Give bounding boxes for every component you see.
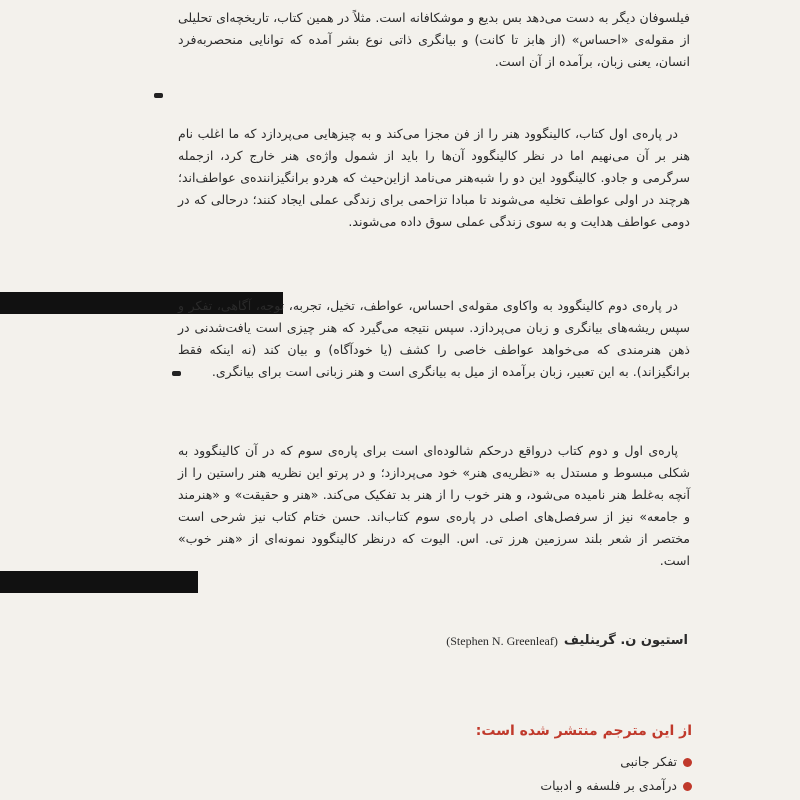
signature-latin-name: (Stephen N. Greenleaf) <box>446 634 558 648</box>
bullet-dot-icon <box>683 782 692 791</box>
book-title: درآمدی بر فلسفه و ادبیات <box>540 778 677 793</box>
paragraph-4: پاره‌ی اول و دوم کتاب درواقع درحکم شالوده‌ای است برای پاره‌ی سوم که در آن کالینگوود به شکلی مبسوط و مستدل به «نظریه‌ی هنر» خود می‌پردازد؛ و در پرتو این نظریه هنر راستین را از آنچه به‌غلط هنر نامیده می‌شود، و هنر خوب را از هنر بد تفکیک می‌کند. «هنر و حقیقت» و «هنرمند و جامعه» نیز از سرفصل‌های اصلی در پاره‌ی سوم کتاب‌اند. حسن ختام کتاب نیز شرحی است مختصر از شعر بلند سرزمین هرز تی. اس. الیوت که درنظر کالینگوود نمونه‌ای از «هنر خوب» است. <box>178 443 690 568</box>
bullet-dot-icon <box>683 758 692 767</box>
other-books-heading: از این مترجم منتشر شده است: <box>475 723 692 739</box>
book-title: تفکر جانبی <box>620 754 677 769</box>
black-decorative-bar-bottom <box>0 571 198 593</box>
other-books-list <box>440 750 692 798</box>
author-signature <box>228 630 688 652</box>
list-item <box>440 750 692 774</box>
ink-dot-mark <box>154 93 163 98</box>
paragraph-1: فیلسوفان دیگر به دست می‌دهد بس بدیع و موشکافانه است. مثلاً در همین کتاب، تاریخچه‌ای تحلیلی از مقوله‌ی «احساس» (از هابز تا کانت) و بیانگری ذاتی نوع بشر آمده که توانایی منحصربه‌فرد انسان، یعنی زبان، برآمده از آن است. <box>178 10 690 69</box>
list-item <box>440 774 692 798</box>
paragraph-3: در پاره‌ی دوم کالینگوود به واکاوی مقوله‌ی احساس، عواطف، تخیل، تجربه، توجه، آگاهی، تفکر و سپس ریشه‌های بیانگری و زبان می‌پردازد. سپس نتیجه می‌گیرد که هنر چیزی است یافت‌شدنی در ذهن هنرمندی که می‌خواهد عواطف خاصی را کشف (یا خودآگاه) و بیان کند (نه اینکه فقط برانگیزاند). به این تعبیر، زبان برآمده از میل به بیانگری است و هنر زبانی است برای بیانگری. <box>178 298 690 379</box>
paragraph-2: در پاره‌ی اول کتاب، کالینگوود هنر را از فن مجزا می‌کند و به چیزهایی می‌پردازد که ما اغلب نام هنر بر آن می‌نهیم اما در نظر کالینگوود آن‌ها را باید از شمول واژه‌ی هنر خارج کرد، ازجمله سرگرمی و جادو. کالینگوود این دو را شبه‌هنر می‌نامد ازاین‌حیث که هردو برانگیزاننده‌ی عواطف‌اند؛ هرچند در اولی عواطف تخلیه می‌شوند تا مبادا تزاحمی برای زندگی عملی ایجاد کنند؛ درحالی که در دومی عواطف هدایت و به سوی زندگی عملی سوق داده می‌شوند. <box>178 126 690 229</box>
signature-persian-name: استیون ن. گرینلیف <box>563 633 688 648</box>
